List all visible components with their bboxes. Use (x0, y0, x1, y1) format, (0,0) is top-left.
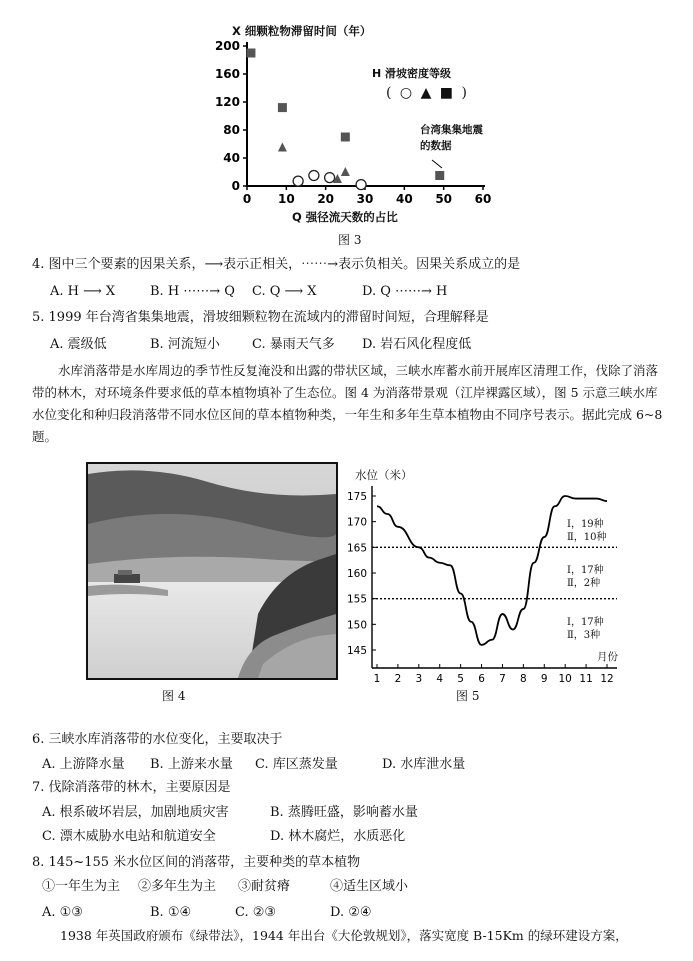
fig3-x-tick-label: 0 (242, 192, 252, 206)
q6-option-d: D. 水库泄水量 (382, 757, 466, 772)
q5-option-b: B. 河流短小 (150, 337, 220, 352)
fig3-point-square (246, 49, 255, 58)
fig5-caption: 图 5 (456, 689, 480, 703)
fig3-caption: 图 3 (338, 233, 362, 247)
q5-stem: 5. 1999 年台湾省集集地震，滑坡细颗粒物在流域内的滞留时间短，合理解释是 (32, 310, 489, 325)
fig3-point-square (278, 103, 287, 112)
figure-4-photo (86, 462, 338, 680)
fig5-y-tick-label: 165 (346, 542, 367, 555)
fig5-x-tick-label: 8 (520, 673, 527, 685)
fig5-x-tick-label: 9 (540, 673, 548, 685)
figure-4-image (88, 464, 336, 678)
fig5-label-mid-2: Ⅱ，2种 (567, 578, 601, 589)
q7-option-c: C. 漂木威胁水电站和航道安全 (42, 829, 216, 844)
fig5-label-top-2: Ⅱ，10种 (567, 532, 607, 543)
fig3-x-axis-title: Q 强径流天数的占比 (292, 210, 398, 224)
fig3-point-triangle (341, 167, 350, 176)
fig3-annotation-pointer (432, 160, 442, 168)
fig5-x-tick-label: 4 (436, 673, 444, 685)
fig4-caption: 图 4 (162, 689, 186, 703)
q4-option-d: D. Q ⋯⋯→ H (362, 284, 448, 299)
fig5-x-tick-label: 2 (394, 673, 402, 685)
q8-option-b: B. ①④ (150, 905, 192, 920)
fig3-y-tick-label: 160 (214, 67, 240, 81)
fig3-x-tick-label: 40 (395, 192, 413, 206)
q8-option-a: A. ①③ (42, 905, 83, 920)
fig3-y-tick-label: 80 (223, 123, 240, 137)
fig5-label-top-1: Ⅰ，19种 (567, 519, 604, 530)
fig3-point-square (341, 133, 350, 142)
q7-option-a: A. 根系破坏岩层，加剧地质灾害 (42, 805, 229, 820)
q5-option-d: D. 岩石风化程度低 (362, 337, 472, 352)
fig5-label-low-2: Ⅱ，3种 (567, 630, 601, 641)
fig5-label-mid-1: Ⅰ，17种 (567, 565, 604, 576)
q5-option-c: C. 暴雨天气多 (252, 337, 335, 352)
fig5-x-tick-label: 12 (600, 673, 614, 685)
fig3-y-tick-label: 40 (223, 151, 240, 165)
fig3-point-circle (309, 171, 319, 181)
fig3-point-triangle (278, 143, 287, 152)
fig3-x-tick-label: 10 (277, 192, 295, 206)
fig3-legend-symbols: ( ○ ▲ ■ ) (386, 85, 469, 101)
fig5-x-unit: 月份 (597, 651, 618, 663)
fig5-x-tick-label: 7 (499, 673, 506, 685)
q8-option-d: D. ②④ (330, 905, 372, 920)
q6-option-b: B. 上游来水量 (150, 757, 233, 772)
fig3-y-tick-label: 0 (231, 179, 240, 193)
fig3-point-circle (356, 180, 366, 190)
q7-option-b: B. 蒸腾旺盛，影响蓄水量 (270, 805, 418, 820)
fig5-x-tick-label: 10 (558, 673, 572, 685)
q7-option-d: D. 林木腐烂，水质恶化 (270, 829, 406, 844)
q8-item-1: ①一年生为主 (42, 879, 121, 894)
fig5-label-low-1: Ⅰ，17种 (567, 617, 604, 628)
fig5-x-tick-label: 11 (579, 673, 593, 685)
fig5-y-tick-label: 170 (346, 516, 367, 529)
fig5-x-tick-label: 3 (415, 673, 423, 685)
fig5-y-tick-label: 175 (346, 491, 367, 503)
fig3-x-ticks (243, 186, 492, 206)
q8-option-c: C. ②③ (235, 905, 277, 920)
fig5-y-tick-label: 160 (346, 568, 367, 580)
q6-option-a: A. 上游降水量 (42, 757, 125, 772)
q7-stem: 7. 伐除消落带的林木，主要原因是 (32, 780, 231, 795)
fig5-y-axis-title: 水位（米） (355, 468, 413, 482)
fig3-point-circle (325, 173, 335, 183)
q8-item-3: ③耐贫瘠 (238, 879, 291, 894)
fig5-x-ticks (374, 664, 614, 685)
figure-3 (200, 20, 500, 250)
fig3-y-tick-label: 120 (214, 95, 240, 109)
fig3-point-circle (293, 176, 303, 186)
fig5-y-tick-label: 155 (346, 593, 367, 606)
fig3-y-ticks (215, 39, 247, 193)
fig5-x-tick-label: 1 (373, 673, 381, 685)
q8-stem: 8. 145~155 米水位区间的消落带，主要种类的草本植物 (32, 855, 361, 870)
fig3-point-square (435, 171, 444, 180)
q4-option-a: A. H ⟶ X (50, 284, 116, 299)
fig3-x-tick-label: 60 (474, 192, 492, 206)
q8-item-4: ④适生区域小 (330, 879, 409, 894)
fig3-legend-title: H 滑坡密度等级 (372, 67, 452, 80)
q6-option-c: C. 库区蒸发量 (255, 757, 338, 772)
q4-option-b: B. H ⋯⋯→ Q (150, 284, 235, 299)
figure-5 (345, 466, 625, 702)
fig3-annotation-line-2: 的数据 (420, 140, 452, 152)
fig5-x-tick-label: 5 (457, 673, 464, 685)
q6-stem: 6. 三峡水库消落带的水位变化，主要取决于 (32, 732, 283, 747)
q8-item-2: ②多年生为主 (138, 879, 217, 894)
q4-option-c: C. Q ⟶ X (252, 284, 317, 299)
fig5-y-tick-label: 150 (346, 619, 367, 632)
fig3-x-tick-label: 30 (356, 192, 374, 206)
fig3-y-axis-title: X 细颗粒物滞留时间（年） (232, 24, 372, 38)
fig3-annotation-line-1: 台湾集集地震 (420, 124, 483, 136)
fig5-y-tick-label: 145 (346, 645, 367, 657)
trailing-paragraph: 1938 年英国政府颁布《绿带法》，1944 年出台《大伦敦规划》，落实宽度 B-15Km 的绿环建设方案， (60, 928, 628, 943)
fig3-x-tick-label: 50 (435, 192, 453, 206)
q4-stem: 4. 图中三个要素的因果关系，⟶表示正相关，⋯⋯→表示负相关。因果关系成立的是 (32, 257, 521, 272)
fig3-y-tick-label: 200 (214, 39, 240, 53)
q5-option-a: A. 震级低 (50, 337, 107, 352)
intro-paragraph: 水库消落带是水库周边的季节性反复淹没和出露的带状区域，三峡水库蓄水前开展库区清理工作，伐除了消落带的林木，对环境条件要求低的草本植物填补了生态位。图 4 为消落带景观（江岸裸露区域），图 5 示意三峡水库水位变化和种归段消落带不同水位区间的草本植物种类，一年生和多年生草本植物由不同序号表示。据此完成 6~8 题。 (32, 363, 663, 444)
fig3-x-tick-label: 20 (317, 192, 335, 206)
fig5-x-tick-label: 6 (478, 673, 485, 685)
